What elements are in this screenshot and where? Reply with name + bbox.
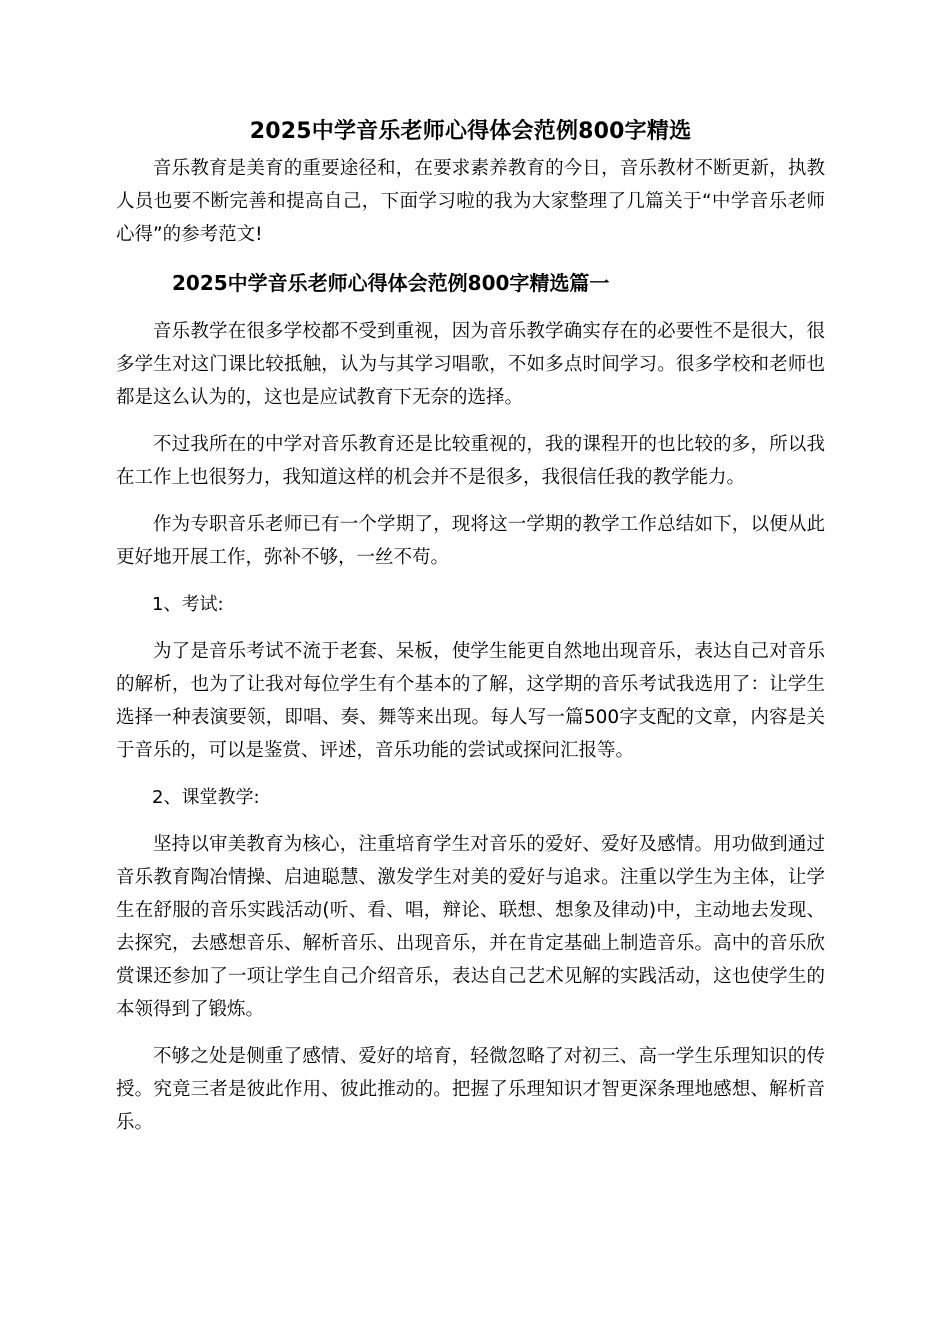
exam-paragraph: 为了是音乐考试不流于老套、呆板，使学生能更自然地出现音乐，表达自己对音乐的解析，也为了让我对每位学生有个基本的了解，这学期的音乐考试我选用了：让学生选择一种表演要领，即唱、奏、舞等来出现。每人写一篇500字支配的文章，内容是关于音乐的，可以是鉴赏、评述，音乐功能的尝试或探问汇报等。 [116, 641, 825, 761]
intro-paragraph: 音乐教育是美育的重要途径和，在要求素养教育的今日，音乐教材不断更新，执教人员也要不断完善和提高自己，下面学习啦的我为大家整理了几篇关于“中学音乐老师心得”的参考范文! [116, 158, 825, 245]
closing-paragraph: 不够之处是侧重了感情、爱好的培育，轻微忽略了对初三、高一学生乐理知识的传授。究竟三者是彼此作用、彼此推动的。把握了乐理知识才智更深条理地感想、解析音乐。 [116, 1046, 825, 1133]
section-heading: 2025中学音乐老师心得体会范例800字精选篇一 [172, 271, 610, 295]
body-paragraph-3: 作为专职音乐老师已有一个学期了，现将这一学期的教学工作总结如下，以便从此更好地开展工作，弥补不够，一丝不苟。 [116, 514, 825, 568]
body-paragraph-2: 不过我所在的中学对音乐教育还是比较重视的，我的课程开的也比较的多，所以我在工作上也很努力，我知道这样的机会并不是很多，我很信任我的教学能力。 [116, 434, 825, 488]
item-label-classroom: 2、课堂教学: [152, 787, 260, 808]
classroom-paragraph: 坚持以审美教育为核心，注重培育学生对音乐的爱好、爱好及感情。用功做到通过音乐教育陶冶情操、启迪聪慧、激发学生对美的爱好与追求。注重以学生为主体，让学生在舒服的音乐实践活动(听、看、唱，辩论、联想、想象及律动)中，主动地去发现、去探究，去感想音乐、解析音乐、出现音乐，并在肯定基础上制造音乐。高中的音乐欣赏课还参加了一项让学生自己介绍音乐，表达自己艺术见解的实践活动，这也使学生的本领得到了锻炼。 [116, 834, 825, 1020]
item-label-exam: 1、考试: [152, 594, 224, 615]
document-title: 2025中学音乐老师心得体会范例800字精选 [249, 119, 692, 144]
body-paragraph-1: 音乐教学在很多学校都不受到重视，因为音乐教学确实存在的必要性不是很大，很多学生对这门课比较抵触，认为与其学习唱歌，不如多点时间学习。很多学校和老师也都是这么认为的，这也是应试教育下无奈的选择。 [116, 321, 825, 408]
